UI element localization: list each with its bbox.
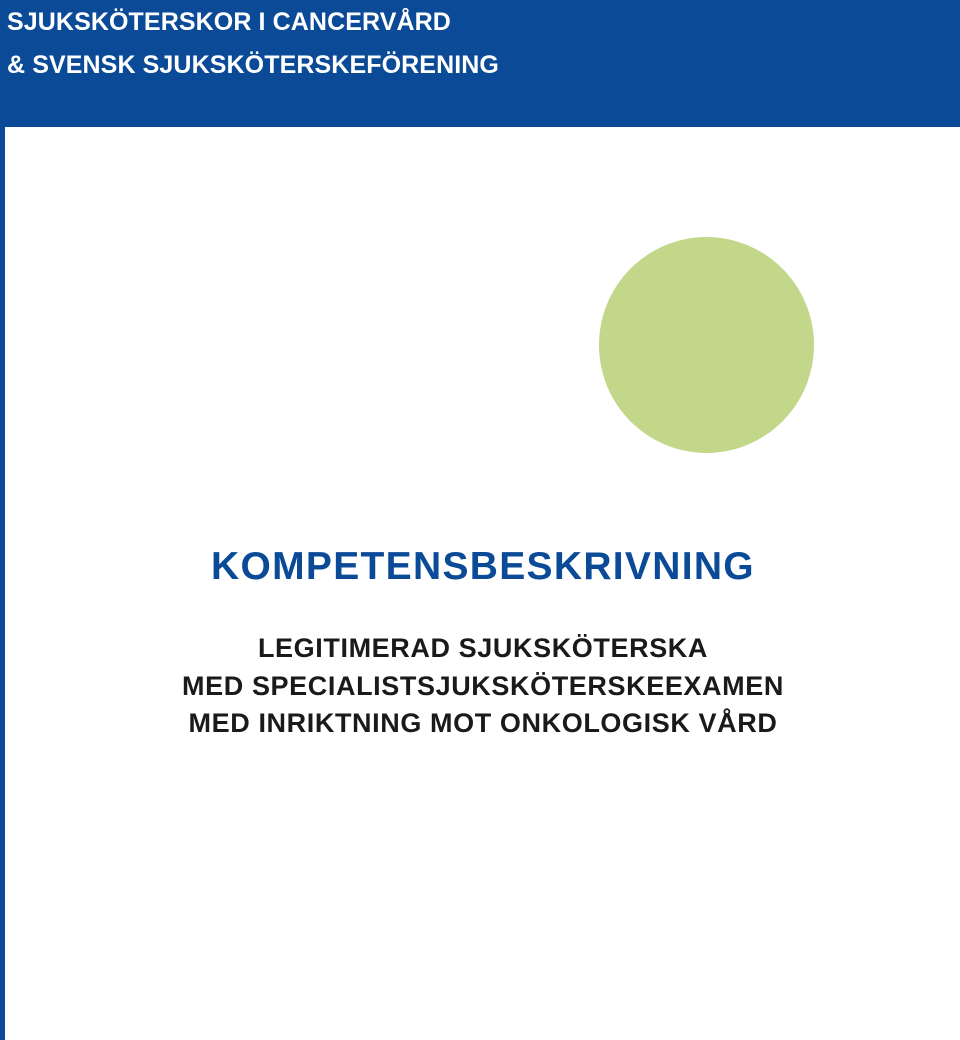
subtitle-line-3: MED INRIKTNING MOT ONKOLOGISK VÅRD: [188, 708, 778, 738]
green-circle-decoration: [599, 237, 814, 453]
organization-name-line-2: & SVENSK SJUKSKÖTERSKEFÖRENING: [7, 51, 499, 79]
document-title: KOMPETENSBESKRIVNING: [211, 545, 755, 588]
subtitle-line-2: MED SPECIALISTSJUKSKÖTERSKEEXAMEN: [182, 671, 784, 701]
organization-name-line-1: SJUKSKÖTERSKOR I CANCERVÅRD: [7, 8, 451, 36]
subtitle-line-1: LEGITIMERAD SJUKSKÖTERSKA: [257, 633, 709, 663]
header-band: [0, 0, 960, 127]
